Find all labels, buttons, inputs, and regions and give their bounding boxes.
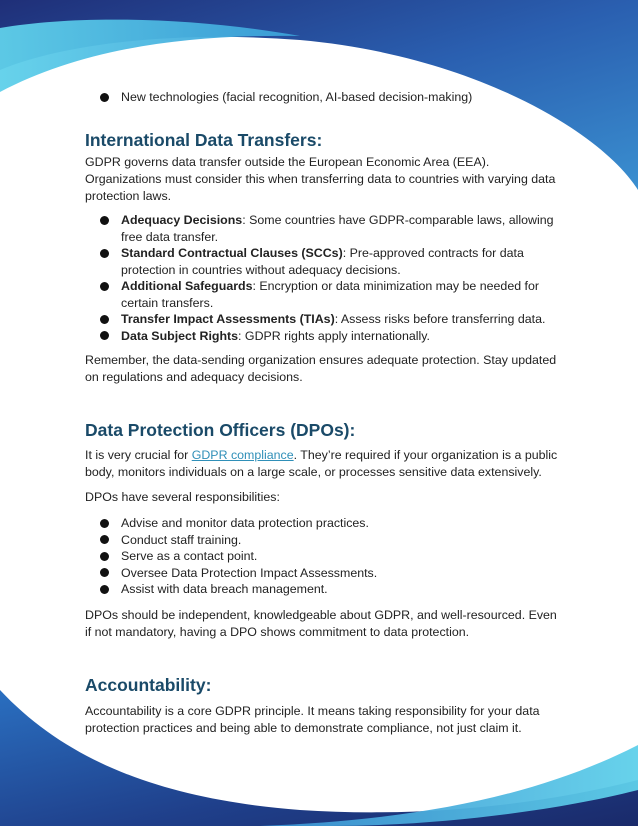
list-item: Data Subject Rights: GDPR rights apply internationally. (85, 328, 560, 345)
bullet-icon (100, 519, 109, 528)
accountability-paragraph: Accountability is a core GDPR principle. It means taking responsibility for your data protection practices and being able to demonstrate compliance, not just claim it. (85, 704, 540, 735)
list-item: Transfer Impact Assessments (TIAs): Assess risks before transferring data. (85, 311, 560, 328)
list-item: New technologies (facial recognition, AI-based decision-making) (85, 89, 560, 106)
list-item: Standard Contractual Clauses (SCCs): Pre-approved contracts for data protection in countries without adequacy decisions. (85, 245, 560, 278)
section-heading-accountability: Accountability: (85, 675, 212, 695)
transfers-closing: Remember, the data-sending organization ensures adequate protection. Stay updated on regulations and adequacy decisions. (85, 353, 557, 384)
list-item: Assist with data breach management. (85, 581, 560, 598)
section-heading-transfers: International Data Transfers: (85, 130, 323, 150)
transfers-paragraph: GDPR governs data transfer outside the European Economic Area (EEA). Organizations must consider this when transferring data to countries with varying data protection laws. (85, 155, 556, 203)
intro-list (85, 89, 560, 106)
gdpr-compliance-link[interactable]: GDPR compliance (191, 448, 294, 462)
list-item: Additional Safeguards: Encryption or data minimization may be needed for certain transfers. (85, 278, 560, 311)
bullet-icon (100, 585, 109, 594)
bullet-icon (100, 331, 109, 340)
list-item: Conduct staff training. (85, 532, 560, 549)
bullet-icon (100, 216, 109, 225)
bullet-icon (100, 315, 109, 324)
dpo-closing: DPOs should be independent, knowledgeable about GDPR, and well-resourced. Even if not mandatory, having a DPO shows commitment to data protection. (85, 608, 557, 639)
dpo-paragraph: It is very crucial for GDPR compliance. They’re required if your organization is a public body, monitors individuals on a large scale, or processes sensitive data extensively. (85, 448, 558, 479)
bullet-icon (100, 93, 109, 102)
section-heading-dpo: Data Protection Officers (DPOs): (85, 420, 356, 440)
list-item: Advise and monitor data protection practices. (85, 515, 560, 532)
list-item: Oversee Data Protection Impact Assessments. (85, 565, 560, 582)
dpo-responsibilities-intro: DPOs have several responsibilities: (85, 490, 280, 504)
bullet-icon (100, 249, 109, 258)
dpo-list (85, 515, 560, 598)
transfers-list (85, 212, 560, 344)
list-item: Adequacy Decisions: Some countries have GDPR-comparable laws, allowing free data transfer. (85, 212, 560, 245)
list-item: Serve as a contact point. (85, 548, 560, 565)
bullet-icon (100, 568, 109, 577)
bullet-icon (100, 535, 109, 544)
bullet-icon (100, 552, 109, 561)
bullet-icon (100, 282, 109, 291)
